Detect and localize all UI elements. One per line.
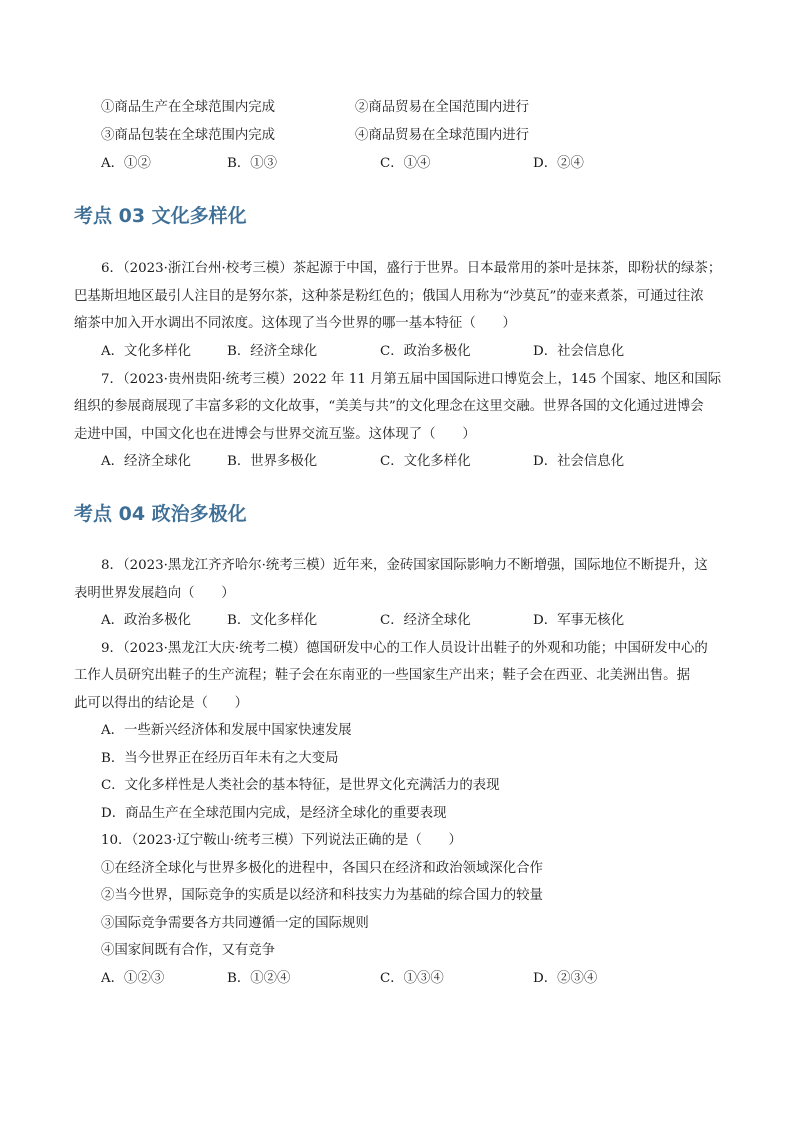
q5-statement-3: ③商品包装在全球范围内完成 bbox=[101, 128, 276, 143]
q7-stem-line-3: 走进中国，中国文化也在进博会与世界交流互鉴。这体现了（ ） bbox=[74, 427, 476, 442]
section-heading-culture: 考点 03 文化多样化 bbox=[74, 205, 247, 227]
q6-stem-line-2: 巴基斯坦地区最引人注目的是努尔茶，这种茶是粉红色的；俄国人用称为“沙莫瓦”的壶来煮茶，可通过往浓 bbox=[74, 289, 704, 304]
q10-option-a: A．①②③ bbox=[101, 971, 165, 986]
q7-stem-line-1: 7．（2023·贵州贵阳·统考三模）2022 年 11 月第五届中国国际进口博览会上，145 个国家、地区和国际 bbox=[101, 372, 722, 387]
q6-stem-line-3: 缩茶中加入开水调出不同浓度。这体现了当今世界的哪一基本特征（ ） bbox=[74, 316, 516, 331]
q6-option-b: B．经济全球化 bbox=[227, 344, 318, 359]
q9-option-a: A．一些新兴经济体和发展中国家快速发展 bbox=[101, 723, 352, 738]
q8-option-b: B．文化多样化 bbox=[227, 613, 318, 628]
q8-stem-line-2: 表明世界发展趋向（ ） bbox=[74, 586, 235, 601]
q10-stem: 10．（2023·辽宁鞍山·统考三模）下列说法正确的是（ ） bbox=[101, 833, 462, 848]
q8-option-d: D．军事无核化 bbox=[533, 613, 625, 628]
q10-option-d: D．②③④ bbox=[533, 971, 598, 986]
q7-stem-line-2: 组织的参展商展现了丰富多彩的文化故事，“美美与共”的文化理念在这里交融。世界各国的文化通过进博会 bbox=[74, 399, 704, 414]
q8-stem-line-1: 8．（2023·黑龙江齐齐哈尔·统考三模）近年来，金砖国家国际影响力不断增强，国际地位不断提升，这 bbox=[101, 558, 708, 573]
q5-statement-2: ②商品贸易在全国范围内进行 bbox=[355, 100, 530, 115]
q10-option-c: C．①③④ bbox=[380, 971, 444, 986]
q7-option-d: D．社会信息化 bbox=[533, 454, 625, 469]
q9-stem-line-3: 此可以得出的结论是（ ） bbox=[74, 696, 249, 711]
q10-statement-4: ④国家间既有合作，又有竞争 bbox=[101, 943, 276, 958]
section-heading-politics: 考点 04 政治多极化 bbox=[74, 503, 247, 525]
q6-stem-line-1: 6．（2023·浙江台州·校考三模）茶起源于中国，盛行于世界。日本最常用的茶叶是抹茶，即粉状的绿茶； bbox=[101, 261, 722, 276]
q10-option-b: B．①②④ bbox=[227, 971, 291, 986]
q6-option-a: A．文化多样化 bbox=[101, 344, 192, 359]
q6-option-d: D．社会信息化 bbox=[533, 344, 625, 359]
q5-statement-4: ④商品贸易在全球范围内进行 bbox=[355, 128, 530, 143]
q5-statement-1: ①商品生产在全球范围内完成 bbox=[101, 100, 276, 115]
q7-option-a: A．经济全球化 bbox=[101, 454, 192, 469]
q5-option-b: B．①③ bbox=[227, 156, 278, 171]
q5-option-c: C．①④ bbox=[380, 156, 431, 171]
q9-option-c: C．文化多样性是人类社会的基本特征，是世界文化充满活力的表现 bbox=[101, 778, 500, 793]
q5-option-a: A．①② bbox=[101, 156, 151, 171]
q5-option-d: D．②④ bbox=[533, 156, 584, 171]
q9-stem-line-1: 9．（2023·黑龙江大庆·统考二模）德国研发中心的工作人员设计出鞋子的外观和功能；中国研发中心的 bbox=[101, 641, 708, 656]
q8-option-a: A．政治多极化 bbox=[101, 613, 192, 628]
q7-option-b: B．世界多极化 bbox=[227, 454, 318, 469]
q6-option-c: C．政治多极化 bbox=[380, 344, 471, 359]
q10-statement-2: ②当今世界，国际竞争的实质是以经济和科技实力为基础的综合国力的较量 bbox=[101, 888, 543, 903]
q10-statement-1: ①在经济全球化与世界多极化的进程中，各国只在经济和政治领域深化合作 bbox=[101, 861, 543, 876]
q9-option-b: B．当今世界正在经历百年未有之大变局 bbox=[101, 751, 339, 766]
q7-option-c: C．文化多样化 bbox=[380, 454, 471, 469]
q9-stem-line-2: 工作人员研究出鞋子的生产流程；鞋子会在东南亚的一些国家生产出来；鞋子会在西亚、北美洲出售。据 bbox=[74, 668, 690, 683]
q8-option-c: C．经济全球化 bbox=[380, 613, 471, 628]
q10-statement-3: ③国际竞争需要各方共同遵循一定的国际规则 bbox=[101, 916, 369, 931]
q9-option-d: D．商品生产在全球范围内完成，是经济全球化的重要表现 bbox=[101, 806, 447, 821]
